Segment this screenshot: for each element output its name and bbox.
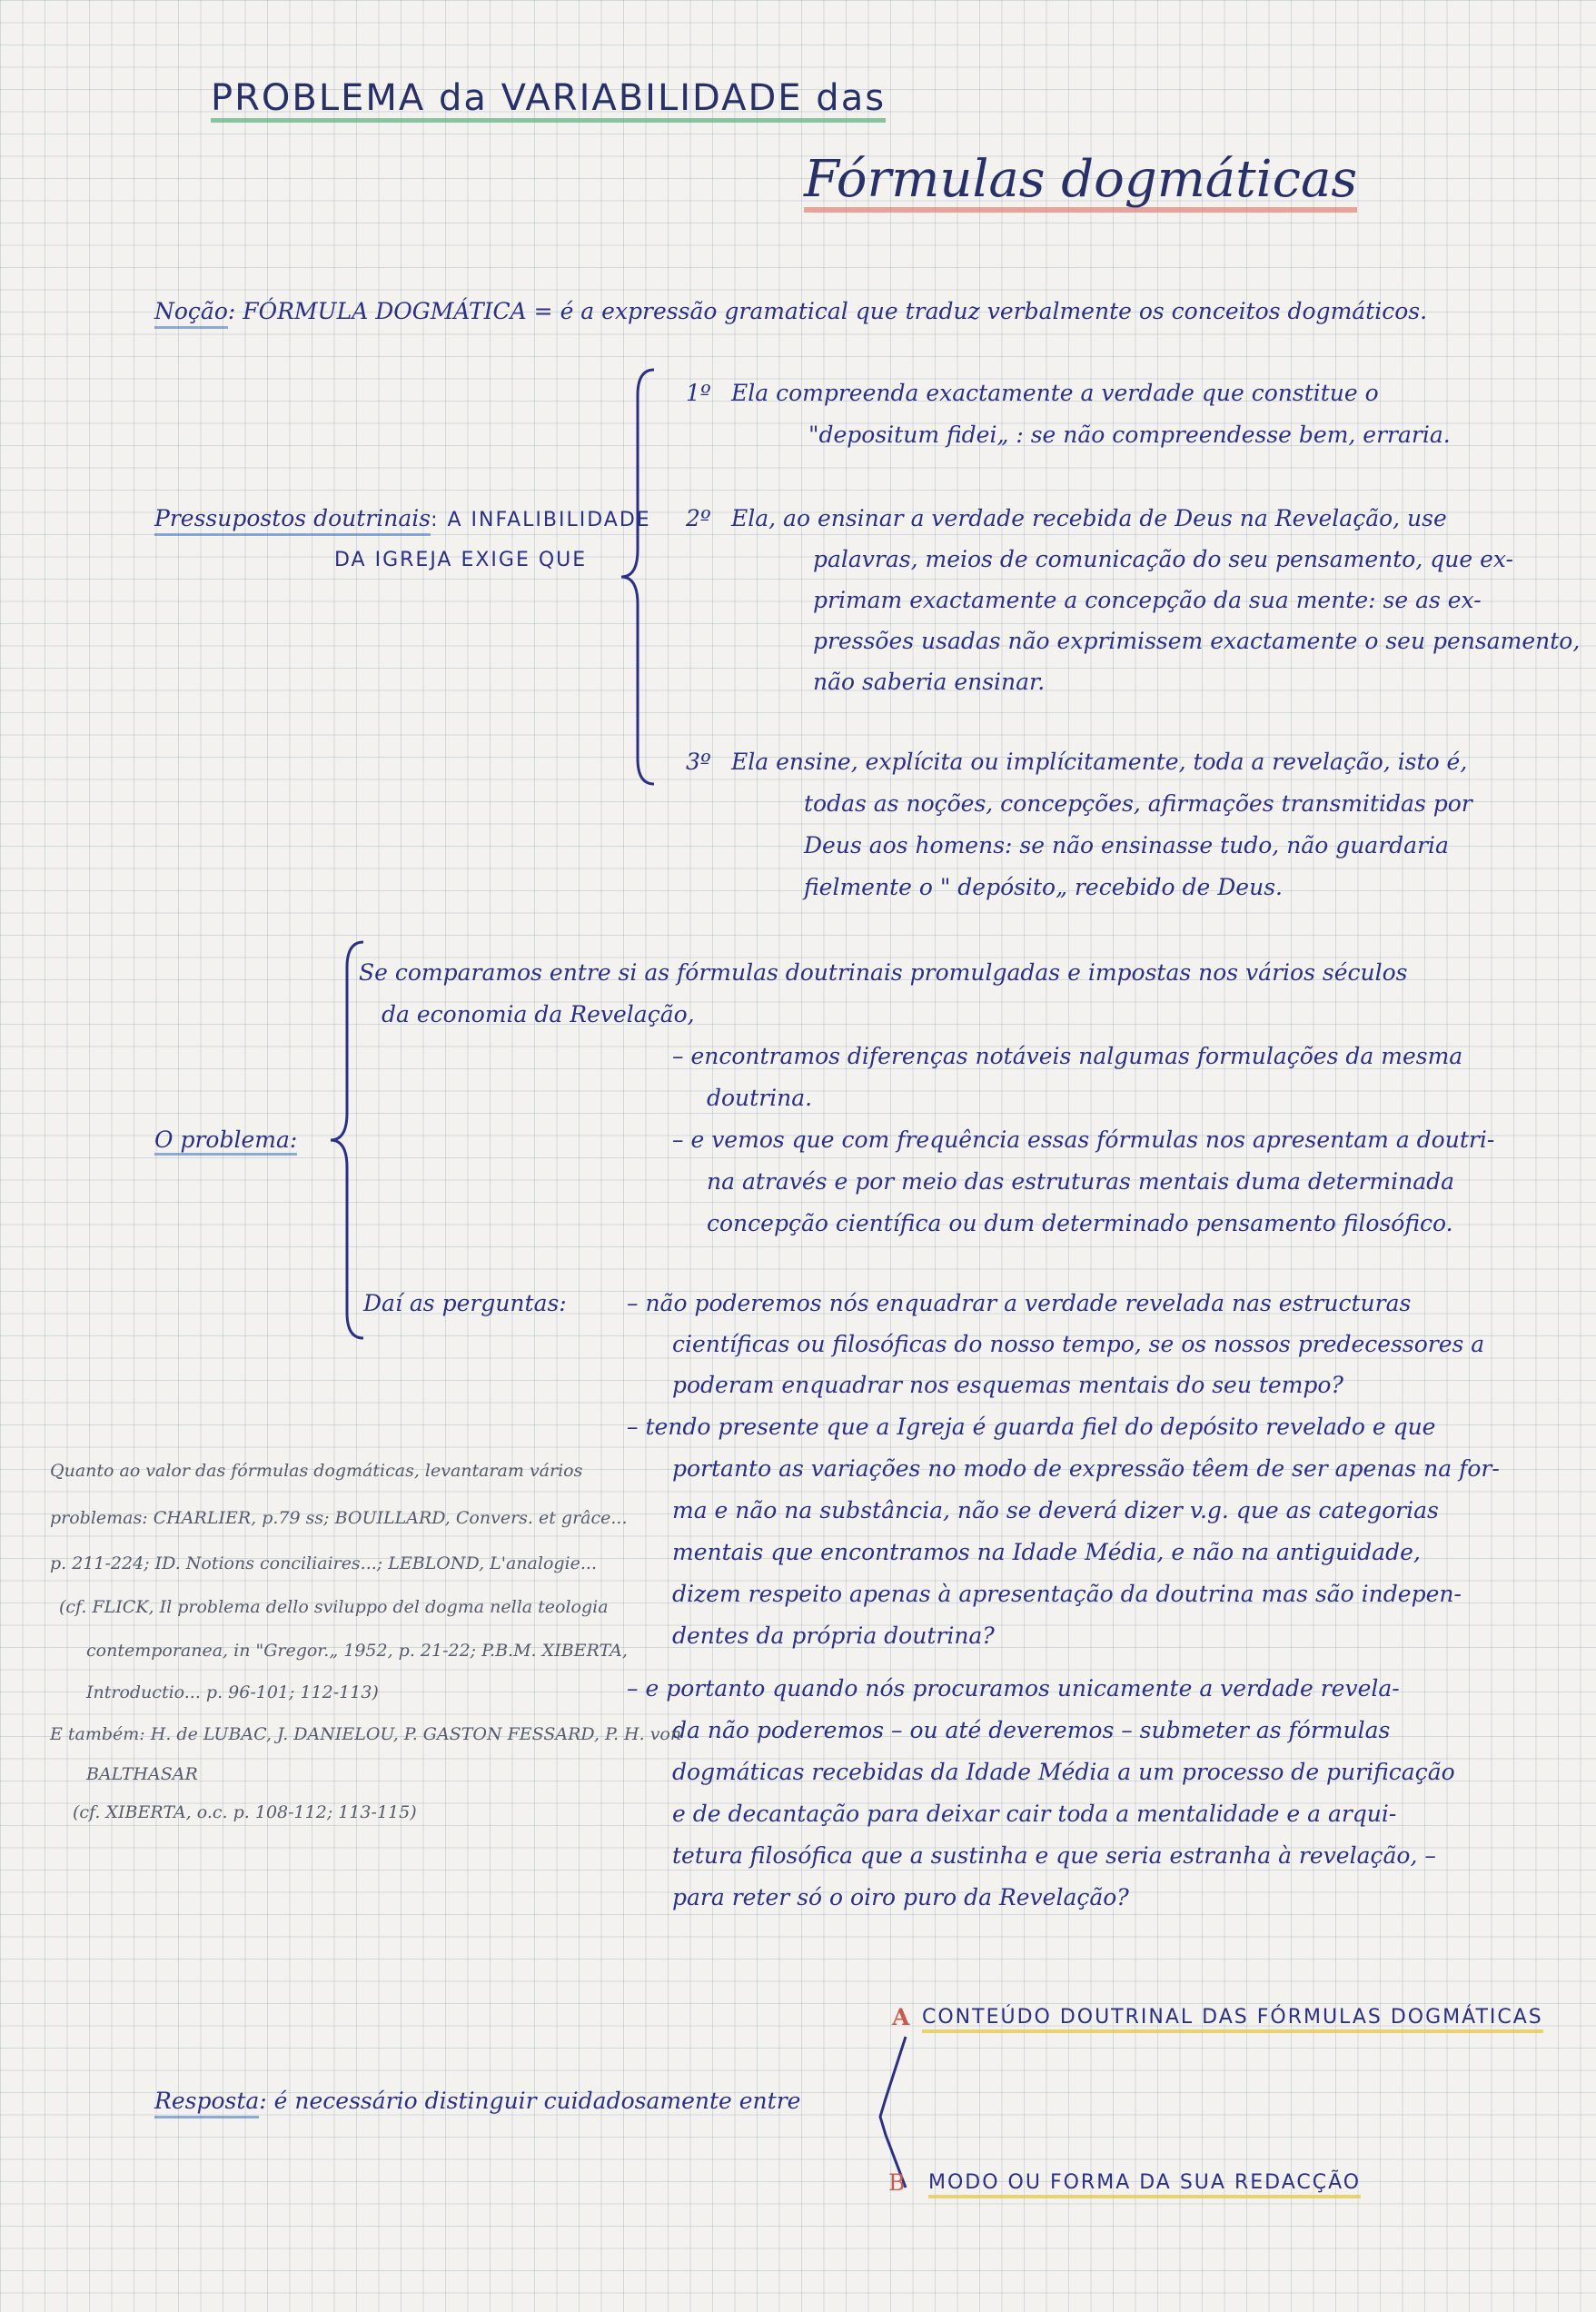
problema-dash-line: – e vemos que com frequência essas fórmulas nos apresentam a doutri- bbox=[672, 1126, 1495, 1153]
pressupostos-row bbox=[154, 507, 651, 531]
problema-dash-line: concepção científica ou dum determinado pensamento filosófico. bbox=[707, 1210, 1453, 1236]
nocao-label: Noção bbox=[154, 298, 228, 329]
pressupostos-brace bbox=[618, 368, 663, 786]
problema-intro-line: da economia da Revelação, bbox=[382, 1001, 695, 1027]
margin-note-line: (cf. XIBERTA, o.c. p. 108-112; 113-115) bbox=[73, 1802, 417, 1822]
pressupostos-text2: DA IGREJA EXIGE QUE bbox=[334, 549, 588, 571]
item2-line: não saberia ensinar. bbox=[813, 669, 1046, 695]
pressupostos-label: Pressupostos doutrinais bbox=[154, 505, 431, 536]
problema-brace bbox=[327, 940, 372, 1340]
pressupostos-text1: : A INFALIBILIDADE bbox=[431, 509, 651, 531]
resposta-brace bbox=[877, 2035, 913, 2189]
item2-line: palavras, meios de comunicação do seu pensamento, que ex- bbox=[813, 546, 1513, 572]
pergunta-line: tetura filosófica que a sustinha e que seria estranha à revelação, – bbox=[672, 1842, 1436, 1869]
title-line1: PROBLEMA da VARIABILIDADE das bbox=[211, 80, 886, 123]
item2-line: pressões usadas não exprimissem exactamente o seu pensamento, bbox=[813, 628, 1581, 654]
problema-dash-line: doutrina. bbox=[707, 1085, 813, 1111]
resposta-label: Resposta bbox=[154, 2088, 259, 2119]
pergunta-line: dizem respeito apenas à apresentação da doutrina mas são indepen- bbox=[672, 1581, 1462, 1607]
resposta-b-text: MODO OU FORMA DA SUA REDACÇÃO bbox=[928, 2173, 1361, 2198]
pergunta-line: ma e não na substância, não se deverá dizer v.g. que as categorias bbox=[672, 1497, 1439, 1523]
perguntas-label: Daí as perguntas: bbox=[363, 1290, 567, 1316]
item2-num: 2º bbox=[686, 505, 711, 531]
margin-note-line: (cf. FLICK, Il problema dello sviluppo del dogma nella teologia bbox=[59, 1597, 609, 1617]
resposta-a-text: CONTEÚDO DOUTRINAL DAS FÓRMULAS DOGMÁTICAS bbox=[922, 2008, 1543, 2033]
resposta-a-letter: A bbox=[892, 2004, 910, 2030]
item3-line: Deus aos homens: se não ensinasse tudo, não guardaria bbox=[804, 832, 1449, 858]
resposta-text: : é necessário distinguir cuidadosamente entre bbox=[259, 2088, 801, 2114]
margin-note-line: Quanto ao valor das fórmulas dogmáticas, levantaram vários bbox=[50, 1461, 583, 1481]
item3-line: Ela ensine, explícita ou implícitamente, toda a revelação, isto é, bbox=[731, 749, 1468, 775]
resposta-row bbox=[154, 2089, 800, 2112]
margin-note-line: p. 211-224; ID. Notions conciliaires...; LEBLOND, L'analogie... bbox=[50, 1553, 597, 1573]
item1-line: Ela compreenda exactamente a verdade que constitue o bbox=[731, 380, 1379, 406]
pergunta-line: da não poderemos – ou até deveremos – submeter as fórmulas bbox=[672, 1717, 1391, 1743]
pergunta-line: e de decantação para deixar cair toda a mentalidade e a arqui- bbox=[672, 1801, 1397, 1827]
margin-note-line: Introductio... p. 96-101; 112-113) bbox=[86, 1682, 379, 1702]
pergunta-line: – tendo presente que a Igreja é guarda fiel do depósito revelado e que bbox=[627, 1414, 1436, 1440]
item3-line: fielmente o " depósito„ recebido de Deus. bbox=[804, 874, 1283, 900]
margin-note-line: contemporanea, in "Gregor.„ 1952, p. 21-22; P.B.M. XIBERTA, bbox=[86, 1641, 628, 1661]
item1-line: "depositum fidei„ : se não compreendesse bem, erraria. bbox=[808, 422, 1451, 448]
pergunta-line: dentes da própria doutrina? bbox=[672, 1622, 995, 1649]
pergunta-line: dogmáticas recebidas da Idade Média a um processo de purificação bbox=[672, 1759, 1455, 1785]
pergunta-line: mentais que encontramos na Idade Média, e não na antiguidade, bbox=[672, 1539, 1421, 1565]
item1-num: 1º bbox=[686, 380, 711, 406]
pergunta-line: para reter só o oiro puro da Revelação? bbox=[672, 1884, 1129, 1910]
resposta-b-letter: B bbox=[888, 2169, 906, 2196]
problema-label: O problema: bbox=[154, 1128, 297, 1156]
margin-note-line: problemas: CHARLIER, p.79 ss; BOUILLARD, Convers. et grâce... bbox=[50, 1508, 628, 1528]
title-line2: Fórmulas dogmáticas bbox=[804, 154, 1357, 213]
problema-dash-line: – encontramos diferenças notáveis nalgumas formulações da mesma bbox=[672, 1043, 1463, 1069]
pergunta-line: portanto as variações no modo de expressão têem de ser apenas na for- bbox=[672, 1455, 1500, 1482]
item2-line: Ela, ao ensinar a verdade recebida de Deus na Revelação, use bbox=[731, 505, 1447, 531]
problema-intro-line: Se comparamos entre si as fórmulas doutrinais promulgadas e impostas nos vários séculos bbox=[359, 959, 1408, 986]
pergunta-line: – e portanto quando nós procuramos unicamente a verdade revela- bbox=[627, 1675, 1400, 1702]
item3-line: todas as noções, concepções, afirmações transmitidas por bbox=[804, 790, 1472, 817]
problema-dash-line: na através e por meio das estruturas mentais duma determinada bbox=[707, 1168, 1455, 1195]
nocao-row bbox=[154, 300, 1427, 322]
item3-num: 3º bbox=[686, 749, 711, 775]
margin-note-line: BALTHASAR bbox=[86, 1764, 198, 1784]
margin-note-line: E também: H. de LUBAC, J. DANIELOU, P. GASTON FESSARD, P. H. von bbox=[50, 1724, 682, 1744]
nocao-text: : FÓRMULA DOGMÁTICA = é a expressão gramatical que traduz verbalmente os conceitos dogmáticos. bbox=[227, 298, 1428, 324]
pergunta-line: poderam enquadrar nos esquemas mentais do seu tempo? bbox=[672, 1372, 1343, 1398]
pergunta-line: – não poderemos nós enquadrar a verdade revelada nas estructuras bbox=[627, 1290, 1412, 1316]
item2-line: primam exactamente a concepção da sua mente: se as ex- bbox=[813, 587, 1482, 613]
pergunta-line: científicas ou filosóficas do nosso tempo, se os nossos predecessores a bbox=[672, 1331, 1485, 1357]
